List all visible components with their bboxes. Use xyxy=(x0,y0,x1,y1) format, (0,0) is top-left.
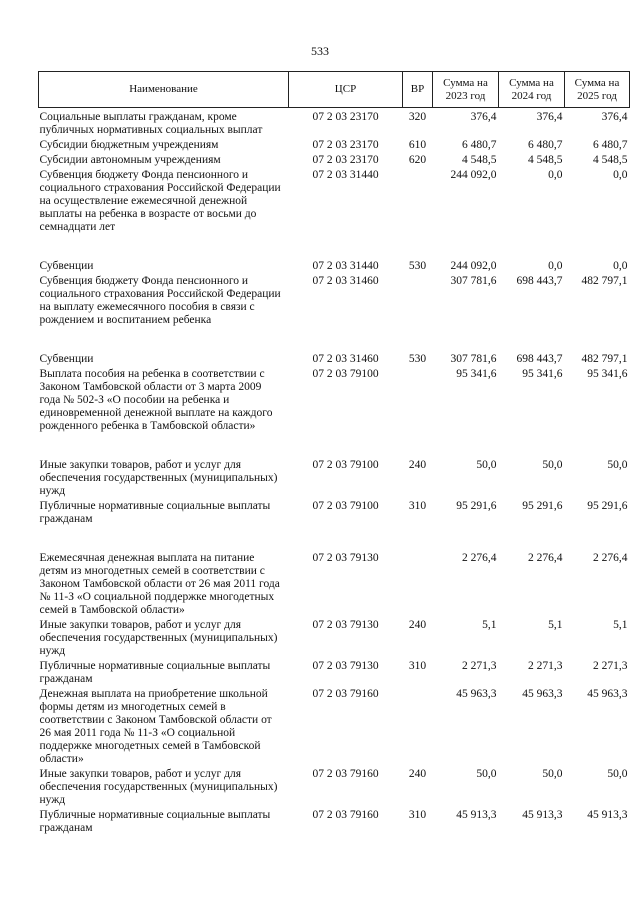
row-vr xyxy=(403,526,433,617)
row-sum-2023: 45 963,3 xyxy=(456,688,497,700)
row-sum-2023: 307 781,6 xyxy=(450,353,497,365)
row-name: Публичные нормативные социальные выплаты гражданам xyxy=(39,660,271,685)
table-row xyxy=(39,327,630,366)
row-csr: 07 2 03 79160 xyxy=(312,688,379,700)
row-name: Выплата пособия на ребенка в соответствии с Законом Тамбовской области от 3 марта 2009 года № 502-З «О пособии на ребенка и единовременной денежной выплате на каждого рожденного ребенка в Тамбовской области» xyxy=(39,368,273,432)
header-name: Наименование xyxy=(39,72,289,108)
row-sum-2025: 95 291,6 xyxy=(587,500,628,512)
row-name: Публичные нормативные социальные выплаты гражданам xyxy=(39,809,271,834)
table-row xyxy=(39,167,630,234)
row-sum-2025: 50,0 xyxy=(607,459,628,471)
row-sum-2023: 5,1 xyxy=(482,619,497,631)
row-name: Ежемесячная денежная выплата на питание детям из многодетных семей в соответствии с Законом Тамбовской области от 26 мая 2011 года № 11-З «О социальной поддержке многодетных семей в Тамбовской области» xyxy=(39,552,280,616)
row-sum-2023: 45 913,3 xyxy=(456,809,497,821)
row-sum-2025: 2 271,3 xyxy=(593,660,628,672)
table-row xyxy=(39,366,630,433)
row-sum-2023: 95 341,6 xyxy=(456,368,497,380)
table-row xyxy=(39,234,630,273)
row-sum-2023: 244 092,0 xyxy=(450,260,497,272)
table-row xyxy=(39,766,630,807)
header-csr: ЦСР xyxy=(289,72,403,108)
row-sum-2025: 95 341,6 xyxy=(587,368,628,380)
row-name: Иные закупки товаров, работ и услуг для обеспечения государственных (муниципальных) нужд xyxy=(39,619,278,657)
row-csr: 07 2 03 79130 xyxy=(312,552,379,564)
row-sum-2025: 376,4 xyxy=(601,111,628,123)
row-sum-2024: 376,4 xyxy=(536,111,563,123)
row-sum-2023: 2 271,3 xyxy=(462,660,497,672)
row-sum-2025: 0,0 xyxy=(613,260,628,272)
row-sum-2024: 6 480,7 xyxy=(528,139,563,151)
table-row xyxy=(39,152,630,167)
row-sum-2025: 6 480,7 xyxy=(593,139,628,151)
table-row xyxy=(39,137,630,152)
row-sum-2023: 6 480,7 xyxy=(462,139,497,151)
table-row xyxy=(39,433,630,498)
row-sum-2024: 5,1 xyxy=(548,619,563,631)
row-name: Иные закупки товаров, работ и услуг для обеспечения государственных (муниципальных) нужд xyxy=(39,768,278,806)
row-sum-2025: 482 797,1 xyxy=(581,275,628,287)
row-name: Публичные нормативные социальные выплаты гражданам xyxy=(39,500,271,525)
header-sum-2023: Сумма на 2023 год xyxy=(433,72,499,108)
header-sum-2025: Сумма на 2025 год xyxy=(565,72,630,108)
row-sum-2024: 45 913,3 xyxy=(522,809,563,821)
table-row xyxy=(39,273,630,327)
row-sum-2025: 482 797,1 xyxy=(581,353,628,365)
row-vr xyxy=(403,686,433,766)
row-sum-2024: 2 271,3 xyxy=(528,660,563,672)
row-sum-2023: 50,0 xyxy=(476,459,497,471)
row-sum-2024: 50,0 xyxy=(542,459,563,471)
row-sum-2023: 50,0 xyxy=(476,768,497,780)
row-sum-2023: 244 092,0 xyxy=(450,169,497,181)
row-sum-2025: 50,0 xyxy=(607,768,628,780)
row-vr: 530 xyxy=(408,260,427,272)
row-csr: 07 2 03 79100 xyxy=(312,459,379,471)
budget-table xyxy=(38,71,630,835)
header-sum-2024: Сумма на 2024 год xyxy=(499,72,565,108)
row-csr: 07 2 03 79160 xyxy=(312,768,379,780)
row-sum-2023: 307 781,6 xyxy=(450,275,497,287)
row-sum-2025: 4 548,5 xyxy=(593,154,628,166)
row-sum-2025: 0,0 xyxy=(613,169,628,181)
row-name: Социальные выплаты гражданам, кроме публичных нормативных социальных выплат xyxy=(39,111,263,136)
row-vr: 240 xyxy=(408,459,427,471)
row-sum-2025: 45 963,3 xyxy=(587,688,628,700)
row-name: Субсидии автономным учреждениям xyxy=(39,154,221,166)
row-name: Денежная выплата на приобретение школьной формы детям из многодетных семей в соответствии с Законом Тамбовской области от 26 мая 2011 года № 11-З «О социальной поддержке многодетных семей в Тамбовской области» xyxy=(39,688,272,765)
table-row xyxy=(39,108,630,138)
page-number: 533 xyxy=(311,44,329,58)
row-sum-2024: 45 963,3 xyxy=(522,688,563,700)
row-sum-2025: 5,1 xyxy=(613,619,628,631)
row-vr: 310 xyxy=(408,660,427,672)
row-sum-2023: 4 548,5 xyxy=(462,154,497,166)
row-sum-2024: 2 276,4 xyxy=(528,552,563,564)
row-name: Субвенции xyxy=(39,353,94,365)
row-csr: 07 2 03 79160 xyxy=(312,809,379,821)
row-sum-2024: 0,0 xyxy=(548,169,563,181)
table-row xyxy=(39,658,630,686)
row-sum-2024: 0,0 xyxy=(548,260,563,272)
row-sum-2024: 95 291,6 xyxy=(522,500,563,512)
table-body xyxy=(39,108,630,836)
row-csr: 07 2 03 79100 xyxy=(312,368,379,380)
row-csr: 07 2 03 31460 xyxy=(312,353,379,365)
row-csr: 07 2 03 23170 xyxy=(312,111,379,123)
row-sum-2023: 2 276,4 xyxy=(462,552,497,564)
row-vr: 530 xyxy=(408,353,427,365)
row-sum-2025: 45 913,3 xyxy=(587,809,628,821)
row-name: Субвенция бюджету Фонда пенсионного и социального страхования Российской Федерации на выплату ежемесячного пособия в связи с рождением и воспитанием ребенка xyxy=(39,275,281,326)
row-sum-2024: 698 443,7 xyxy=(516,275,563,287)
row-name: Субвенция бюджету Фонда пенсионного и социального страхования Российской Федерации на осуществление ежемесячной денежной выплаты на ребенка в возрасте от восьми до семнадцати лет xyxy=(39,169,281,233)
header-vr: ВР xyxy=(403,72,433,108)
row-csr: 07 2 03 31440 xyxy=(312,169,379,181)
row-csr: 07 2 03 79100 xyxy=(312,500,379,512)
table-row xyxy=(39,686,630,766)
row-vr xyxy=(403,366,433,433)
row-name: Субсидии бюджетным учреждениям xyxy=(39,139,219,151)
row-vr xyxy=(403,273,433,327)
table-row xyxy=(39,498,630,526)
row-csr: 07 2 03 79130 xyxy=(312,619,379,631)
row-vr: 620 xyxy=(408,154,427,166)
row-csr: 07 2 03 31440 xyxy=(312,260,379,272)
table-row xyxy=(39,807,630,835)
table-row xyxy=(39,526,630,617)
row-vr: 310 xyxy=(408,809,427,821)
row-vr: 310 xyxy=(408,500,427,512)
row-vr: 240 xyxy=(408,619,427,631)
row-vr xyxy=(403,167,433,234)
row-vr: 610 xyxy=(408,139,427,151)
row-csr: 07 2 03 23170 xyxy=(312,154,379,166)
row-sum-2024: 4 548,5 xyxy=(528,154,563,166)
row-sum-2025: 2 276,4 xyxy=(593,552,628,564)
row-csr: 07 2 03 23170 xyxy=(312,139,379,151)
row-vr: 320 xyxy=(408,111,427,123)
row-csr: 07 2 03 79130 xyxy=(312,660,379,672)
row-csr: 07 2 03 31460 xyxy=(312,275,379,287)
row-name: Иные закупки товаров, работ и услуг для обеспечения государственных (муниципальных) нужд xyxy=(39,459,278,497)
row-sum-2024: 698 443,7 xyxy=(516,353,563,365)
table-header-row xyxy=(39,72,630,108)
row-name: Субвенции xyxy=(39,260,94,272)
row-vr: 240 xyxy=(408,768,427,780)
row-sum-2023: 95 291,6 xyxy=(456,500,497,512)
table-row xyxy=(39,617,630,658)
row-sum-2024: 95 341,6 xyxy=(522,368,563,380)
row-sum-2024: 50,0 xyxy=(542,768,563,780)
row-sum-2023: 376,4 xyxy=(470,111,497,123)
